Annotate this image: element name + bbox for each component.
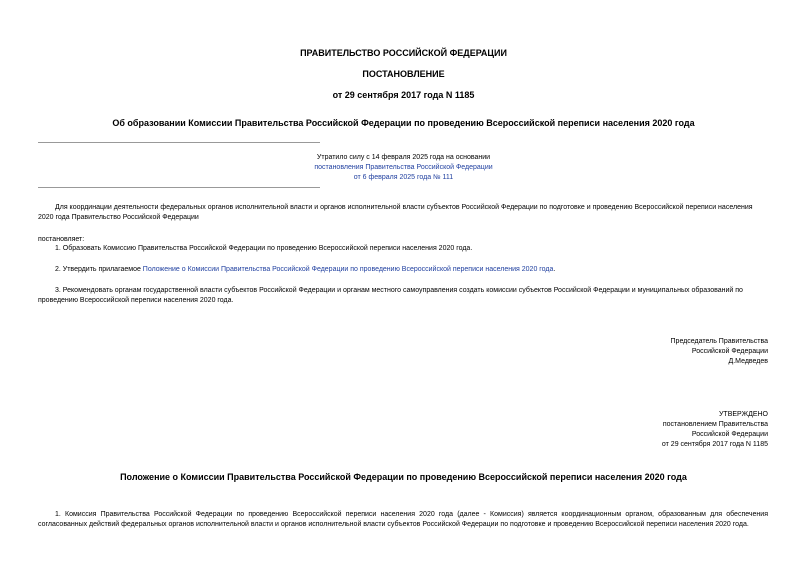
resolves-label: постановляет: bbox=[38, 236, 85, 243]
item2-prefix: 2. Утвердить прилагаемое bbox=[55, 266, 143, 273]
validity-line: Утратило силу с 14 февраля 2025 года на основании bbox=[316, 154, 491, 161]
divider-top bbox=[38, 142, 320, 143]
item2-suffix: . bbox=[553, 266, 556, 273]
regulation-title: Положение о Комиссии Правительства Российской Федерации по проведению Всероссийской переписи населения 2020 года bbox=[120, 472, 687, 482]
approved-block bbox=[560, 410, 768, 450]
regulation-link[interactable]: Положение о Комиссии Правительства Российской Федерации по проведению Всероссийской переписи населения 2020 года bbox=[142, 266, 554, 273]
government-name: ПРАВИТЕЛЬСТВО РОССИЙСКОЙ ФЕДЕРАЦИИ bbox=[300, 48, 507, 58]
approved-date: от 29 сентября 2017 года N 1185 bbox=[661, 441, 768, 448]
signature-position: Председатель Правительства bbox=[670, 338, 768, 345]
signature-block bbox=[560, 337, 768, 367]
approved-organization: Российской Федерации bbox=[691, 431, 768, 438]
regulation-item-1: 1. Комиссия Правительства Российской Федерации по проведению Всероссийской переписи населения 2020 года (далее - Комиссия) является координационным органом, образованным для обеспечения согласованных действий федеральных органов исполнительной власти и органов исполнительной власти субъектов Российской Федерации по подготовке и проведению Всероссийской переписи населения 2020 года. bbox=[38, 511, 768, 528]
document-date-number: от 29 сентября 2017 года N 1185 bbox=[332, 90, 475, 100]
document-type: ПОСТАНОВЛЕНИЕ bbox=[362, 69, 445, 79]
signature-name: Д.Медведев bbox=[728, 358, 768, 365]
divider-bottom bbox=[38, 187, 320, 188]
intro-paragraph: Для координации деятельности федеральных органов исполнительной власти и органов исполнительной власти субъектов Российской Федерации по подготовке и проведению Всероссийской переписи населения 2020 года Правительство Российской Федерации bbox=[38, 204, 753, 221]
resolution-item-3: 3. Рекомендовать органам государственной власти субъектов Российской Федерации и органам местного самоуправления создать комиссии субъектов Российской Федерации и муниципальных образований по проведению Всероссийской переписи населения 2020 года. bbox=[38, 287, 743, 304]
repeal-decree-date-link[interactable]: от 6 февраля 2025 года № 111 bbox=[353, 174, 454, 181]
validity-notice bbox=[0, 153, 807, 183]
repeal-decree-link[interactable]: постановления Правительства Российской Федерации bbox=[314, 164, 493, 171]
approved-by: постановлением Правительства bbox=[662, 421, 768, 428]
signature-organization: Российской Федерации bbox=[691, 348, 768, 355]
resolution-item-2 bbox=[55, 265, 768, 275]
resolution-item-1: 1. Образовать Комиссию Правительства Российской Федерации по проведению Всероссийской переписи населения 2020 года. bbox=[55, 245, 473, 252]
document-title: Об образовании Комиссии Правительства Российской Федерации по проведению Всероссийской переписи населения 2020 года bbox=[112, 118, 695, 128]
approved-label: УТВЕРЖДЕНО bbox=[718, 411, 768, 418]
